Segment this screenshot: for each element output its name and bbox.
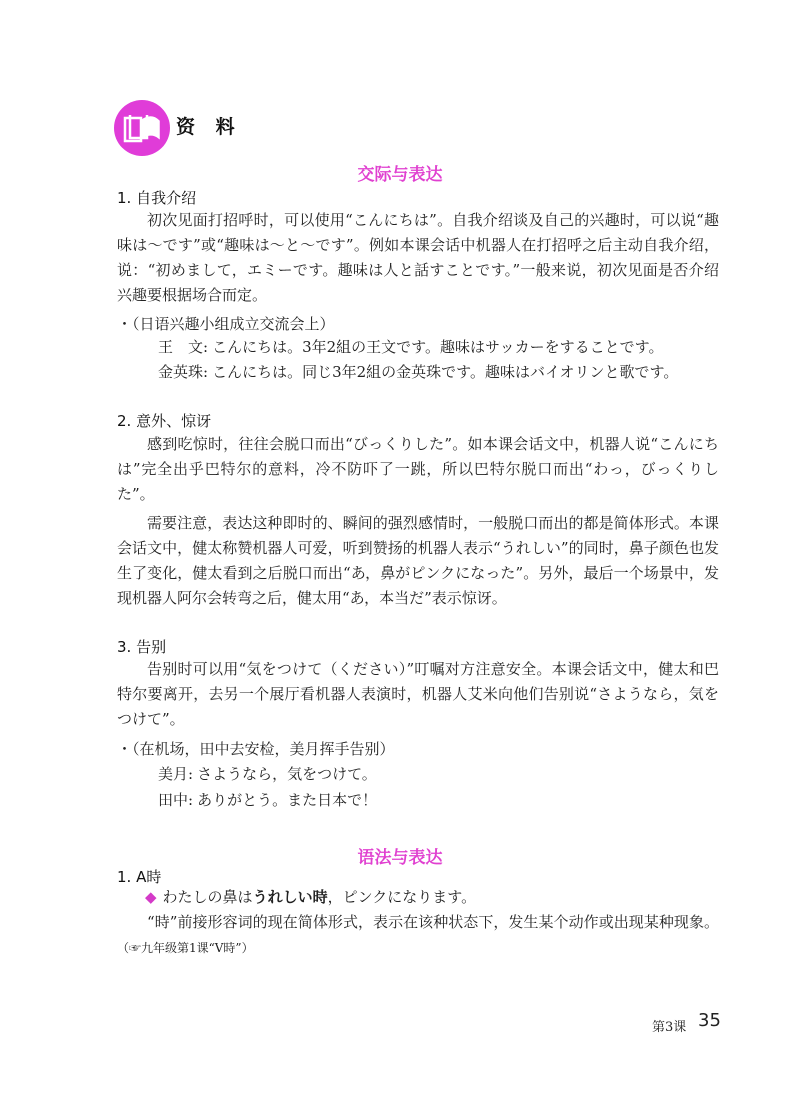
heading-self-intro: 1. 自我介绍 xyxy=(117,189,197,207)
dialogue-line: 王 文: こんにちは。3年2組の王文です。趣味はサッカーをすることです。 xyxy=(158,338,664,356)
speaker: 金英珠 xyxy=(158,363,204,381)
dialogue-line: 美月: さようなら，気をつけて。 xyxy=(158,765,377,783)
page-number: 35 xyxy=(698,1010,721,1031)
speaker: 王 文 xyxy=(158,338,204,356)
section-title-grammar: 语法与表达 xyxy=(357,848,443,868)
example-note: ・（日语兴趣小组成立交流会上） xyxy=(117,315,335,333)
book-icon xyxy=(122,112,162,144)
speaker: 田中 xyxy=(158,791,189,809)
utterance: ありがとう。また日本で！ xyxy=(197,791,378,809)
utterance: さようなら，気をつけて。 xyxy=(197,765,377,783)
heading-farewell: 3. 告别 xyxy=(117,638,167,656)
paragraph-farewell: 告别时可以用“気をつけて（ください）”叮嘱对方注意安全。本课会话文中，健太和巴特尔要离开，去另一个展厅看机器人表演时，机器人艾米向他们告别说“さようなら，気をつけて”。 xyxy=(117,660,719,728)
grammar-example: ◆ わたしの鼻はうれしい時，ピンクになります。 xyxy=(145,888,477,906)
dialogue-line: 田中: ありがとう。また日本で！ xyxy=(158,791,378,809)
heading-surprise: 2. 意外、惊讶 xyxy=(117,412,212,430)
dialogue-line: 金英珠: こんにちは。同じ3年2組の金英珠です。趣味はバイオリンと歌です。 xyxy=(158,363,679,381)
section-title-communication: 交际与表达 xyxy=(357,165,443,185)
speaker: 美月 xyxy=(158,765,189,783)
resource-logo-icon xyxy=(114,100,170,156)
utterance: こんにちは。同じ3年2組の金英珠です。趣味はバイオリンと歌です。 xyxy=(212,363,679,381)
heading-a-toki: 1. A時 xyxy=(117,868,162,886)
paragraph-surprise-2: 需要注意，表达这种即时的、瞬间的强烈感情时，一般脱口而出的都是简体形式。本课会话文中，健太称赞机器人可爱，听到赞扬的机器人表示“うれしい”的同时，鼻子颜色也发生了变化，健太看到之后脱口而出“あ，鼻がピンクになった”。另外，最后一个场景中，发现机器人阿尔会转弯之后，健太用“あ，本当だ”表示惊讶。 xyxy=(117,514,719,607)
utterance: こんにちは。3年2組の王文です。趣味はサッカーをすることです。 xyxy=(212,338,664,356)
cross-reference: （☞九年级第1课“V時”） xyxy=(117,941,254,955)
example-note: ・（在机场，田中去安检，美月挥手告别） xyxy=(117,740,395,758)
paragraph-self-intro: 初次见面打招呼时，可以使用“こんにちは”。自我介绍谈及自己的兴趣时，可以说“趣味は～です”或“趣味は～と～です”。例如本课会话中机器人在打招呼之后主动自我介绍，说：“初めまして，エミーです。趣味は人と話すことです。”一般来说，初次见面是否介绍兴趣要根据场合而定。 xyxy=(117,211,719,304)
highlighted-phrase: うれしい時 xyxy=(252,888,328,906)
paragraph-surprise-1: 感到吃惊时，往往会脱口而出“びっくりした”。如本课会话文中，机器人说“こんにちは”完全出乎巴特尔的意料，冷不防吓了一跳，所以巴特尔脱口而出“わっ，びっくりした”。 xyxy=(117,435,719,503)
lesson-label: 第3课 xyxy=(652,1020,687,1035)
paragraph-grammar: “時”前接形容词的现在简体形式，表示在该种状态下，发生某个动作或出现某种现象。（☞九年级第1课“V時”） xyxy=(117,913,719,955)
section-label: 资 料 xyxy=(176,116,242,138)
diamond-bullet-icon: ◆ xyxy=(145,888,157,906)
